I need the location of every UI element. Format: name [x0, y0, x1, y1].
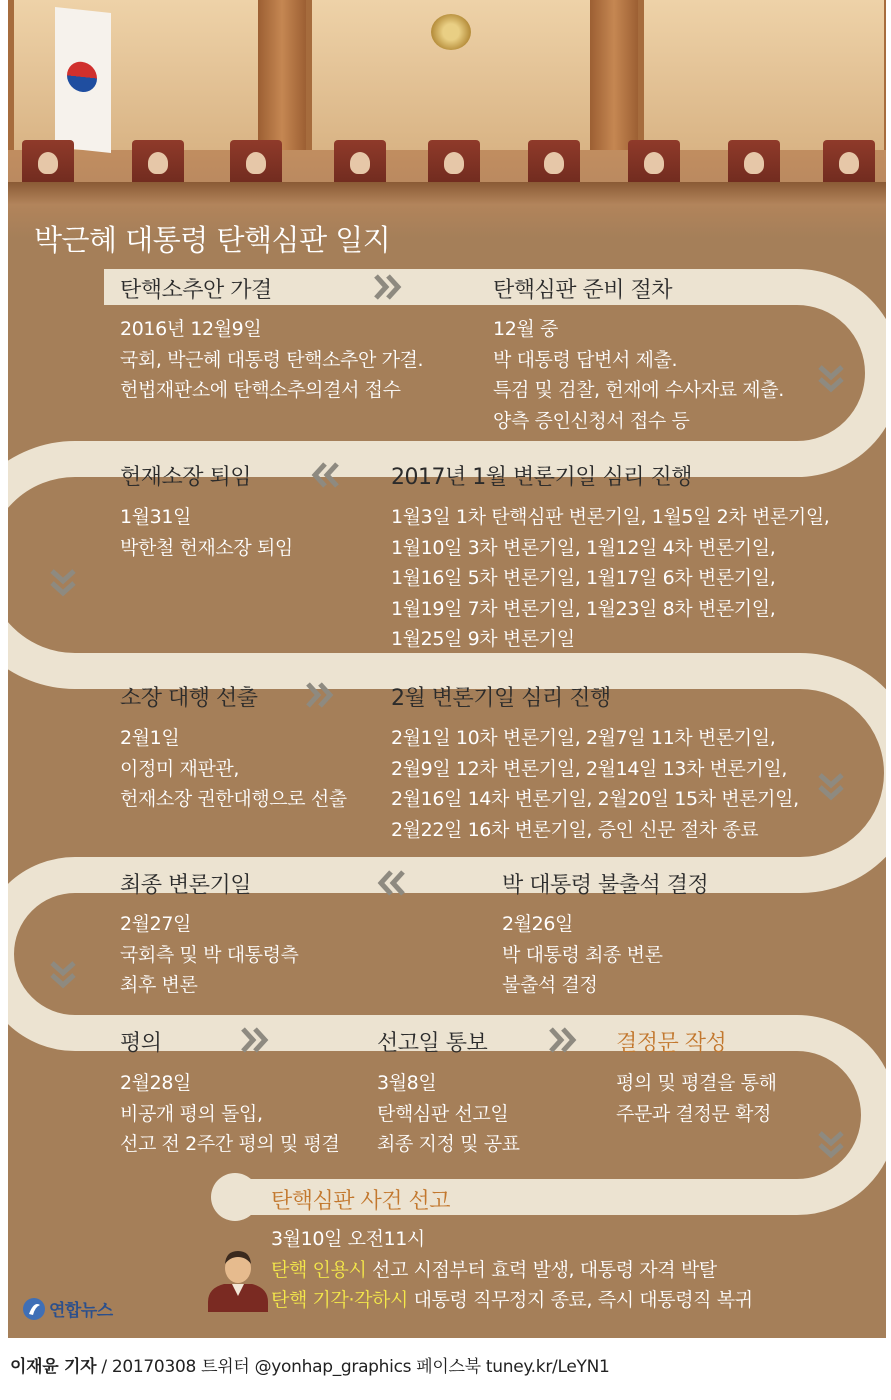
result-label: 탄핵 기각·각하시 [271, 1289, 408, 1311]
step-heading: 박 대통령 불출석 결정 [502, 873, 709, 898]
step-body: 2월26일 박 대통령 최종 변론 불출석 결정 [502, 913, 663, 996]
yonhap-logo-icon [22, 1297, 46, 1321]
chevron-double-right-icon [548, 1025, 578, 1055]
step-heading: 선고일 통보 [377, 1031, 488, 1056]
page-title: 박근혜 대통령 탄핵심판 일지 [34, 223, 391, 257]
author: 이재윤 기자 [10, 1357, 97, 1377]
step-body: 3월8일 탄핵심판 선고일 최종 지정 및 공표 [377, 1072, 520, 1155]
step-body: 1월31일 박한철 헌재소장 퇴임 [120, 506, 293, 559]
chevron-double-right-icon [373, 272, 403, 302]
step-heading: 소장 대행 선출 [120, 686, 258, 711]
step-body: 2월1일 이정미 재판관, 헌재소장 권한대행으로 선출 [120, 727, 347, 810]
step-body: 2016년 12월9일 국회, 박근혜 대통령 탄핵소추안 가결. 헌법재판소에 탄핵소추의결서 접수 [120, 318, 424, 401]
credit-line [10, 1352, 610, 1377]
infographic [8, 0, 886, 1338]
step-heading: 평의 [120, 1031, 162, 1056]
chevron-double-down-icon [816, 1130, 846, 1160]
chevron-double-right-icon [305, 680, 335, 710]
chevron-double-down-icon [48, 568, 78, 598]
step-body: 12월 중 박 대통령 답변서 제출. 특검 및 검찰, 헌재에 수사자료 제출. 양측 증인신청서 접수 등 [493, 318, 784, 432]
step-heading: 2017년 1월 변론기일 심리 진행 [391, 465, 692, 490]
step-body: 1월3일 1차 탄핵심판 변론기일, 1월5일 2차 변론기일, 1월10일 3차 변론기일, 1월12일 4차 변론기일, 1월16일 5차 변론기일, 1월17일 6차 변론기일, 1월19일 7차 변론기일, 1월23일 8차 변론기일, 1월25일 9차 변론기일 [391, 506, 830, 650]
step-heading: 탄핵소추안 가결 [120, 278, 272, 303]
step-body: 2월28일 비공개 평의 돌입, 선고 전 2주간 평의 및 평결 [120, 1072, 340, 1155]
chevron-double-right-icon [240, 1025, 270, 1055]
chevron-double-down-icon [816, 772, 846, 802]
chevron-double-down-icon [48, 960, 78, 990]
person-icon [206, 1246, 270, 1312]
result-label: 탄핵 인용시 [271, 1258, 367, 1281]
yonhap-logo [22, 1296, 113, 1321]
step-heading: 최종 변론기일 [120, 873, 252, 898]
step-heading: 2월 변론기일 심리 진행 [391, 686, 611, 711]
step-heading: 결정문 작성 [616, 1031, 727, 1056]
chevron-double-down-icon [816, 364, 846, 394]
final-step-heading: 탄핵심판 사건 선고 [271, 1189, 451, 1214]
step-heading: 헌재소장 퇴임 [120, 465, 252, 490]
step-body: 2월1일 10차 변론기일, 2월7일 11차 변론기일, 2월9일 12차 변론기일, 2월14일 13차 변론기일, 2월16일 14차 변론기일, 2월20일 15차 변론기일, 2월22일 16차 변론기일, 증인 신문 절차 종료 [391, 727, 799, 841]
logo-text: 연합뉴스 [49, 1301, 113, 1321]
step-body: 평의 및 평결을 통해 주문과 결정문 확정 [616, 1072, 777, 1125]
credit-details: / 20170308 트위터 @yonhap_graphics 페이스북 tuney.kr/LeYN1 [96, 1357, 610, 1377]
chevron-double-left-icon [310, 460, 340, 490]
step-body: 2월27일 국회측 및 박 대통령측 최후 변론 [120, 913, 299, 996]
chevron-double-left-icon [376, 868, 406, 898]
step-heading: 탄핵심판 준비 절차 [493, 278, 673, 303]
final-step-body: 3월10일 오전11시 탄핵 인용시 선고 시점부터 효력 발생, 대통령 자격 박탈 탄핵 기각·각하시 대통령 직무정지 종료, 즉시 대통령직 복귀 [271, 1228, 753, 1311]
